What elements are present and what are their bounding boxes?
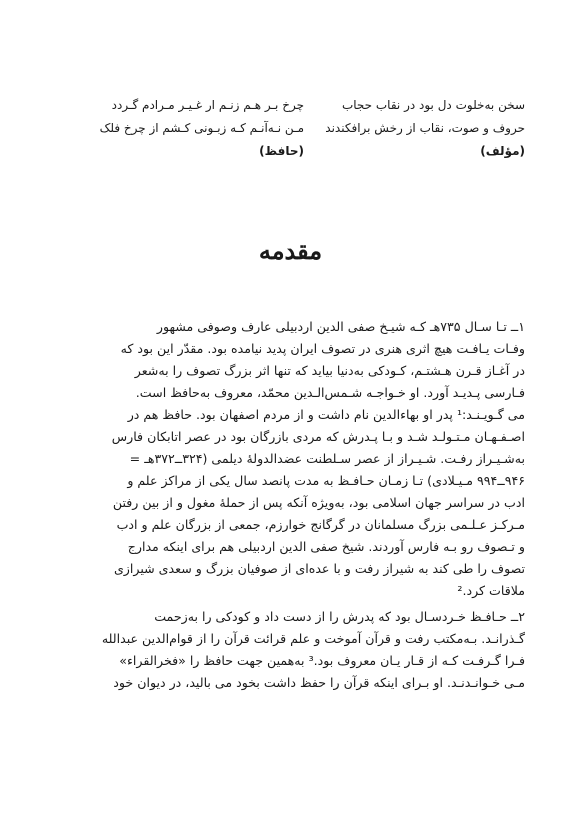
text-line: به‌شـیـراز رفـت. شـیـراز از عصر سـلطنت عضدالدولهٔ دیلمی (۳۲۴ــ۳۷۲هـ = — [129, 451, 525, 466]
text-line: گـذرانـد. بـه‌مکتب رفت و قرآن آموخت و علم قرائت قرآن را از قوام‌الدین عبدالله — [101, 631, 525, 646]
text-line: در آغـاز قـرن هـشتـم، کـودکی به‌دنیا بیاید که تنها اثر بزرگ تصوف را به‌شعر — [134, 363, 525, 378]
text-line: و تـصوف رو بـه فارس آوردند. شیخ صفی الدین اردبیلی هم برای اینکه مدارج — [127, 539, 525, 554]
epigraph-left — [66, 94, 304, 163]
chapter-title: مقدمه — [258, 236, 323, 265]
text-line: اصـفـهـان مـتـولـد شـد و بـا پـدرش که مردی بازرگان بود در عصر اتابکان فارس — [111, 429, 525, 444]
text-line: ۲ــ حـافـظ خـردسـال بود که پدرش را از دست داد و کودکی را به‌زحمت — [154, 609, 525, 624]
body-text — [56, 316, 525, 698]
text-line: تصوف را طی کند به شیراز رفت و با عده‌ای از صوفیان بزرگ و سعدی شیرازی — [113, 561, 525, 576]
epigraph-source: (حافظ) — [259, 144, 304, 158]
epigraph-right — [303, 94, 525, 163]
text-line: ادب در سراسر جهان اسلامی بود، به‌ویژه آنکه پس از حملهٔ مغول و از بین رفتن — [112, 495, 525, 510]
epigraph-line: مـن نـه‌آنـم کـه زبـونی کـشم از چرخ فلک — [99, 121, 304, 135]
epigraph-line: سخن به‌خلوت دل بود در نقاب حجاب — [341, 98, 525, 112]
epigraph-line: چرخ بـر هـم زنـم ار غـیـر مـرادم گـردد — [111, 98, 304, 112]
text-line: ۱ــ تـا سـال ۷۳۵هـ کـه شیـخ صفی الدین اردبیلی عارف وصوفی مشهور — [156, 319, 525, 334]
paragraph-2 — [56, 606, 525, 694]
epigraph-line: حروف و صوت، نقاب از رخش برافکندند — [325, 121, 525, 135]
text-line: فـرا گـرفـت کـه از قـار یـان معروف بود.³ به‌همین جهت حافظ را «فخرالقراء» — [119, 653, 525, 668]
text-line: وفـات یـافـت هیچ اثری هنری در تصوف ایران پدید نیامده بود. مقدّر این بود که — [120, 341, 525, 356]
text-line: ۹۴۶ــ۹۹۴ مـیـلادی) تـا زمـان حـافـظ به مدت پانصد سال یکی از مراکز علم و — [127, 473, 525, 488]
epigraph-source: (مؤلف) — [480, 144, 525, 158]
text-line: ملاقات کرد.² — [457, 583, 525, 598]
text-line: می گـویـنـد:¹ پدر او بهاءالدین نام داشت و از مردم اصفهان بود. حافظ هم در — [127, 407, 525, 422]
text-line: مـرکـز عـلـمی بزرگ مسلمانان در گرگانج خوارزم، جمعی از بزرگان علم و ادب — [116, 517, 525, 532]
text-line: فـارسی پـدیـد آورد. او خـواجـه شـمس‌الـدین محمّد، معروف به‌حافظ است. — [135, 385, 525, 400]
text-line: مـی خـوانـدنـد. او بـرای اینکه قرآن را حفظ داشت بخود می بالید، در دیوان خود — [113, 675, 525, 690]
paragraph-1 — [56, 316, 525, 602]
